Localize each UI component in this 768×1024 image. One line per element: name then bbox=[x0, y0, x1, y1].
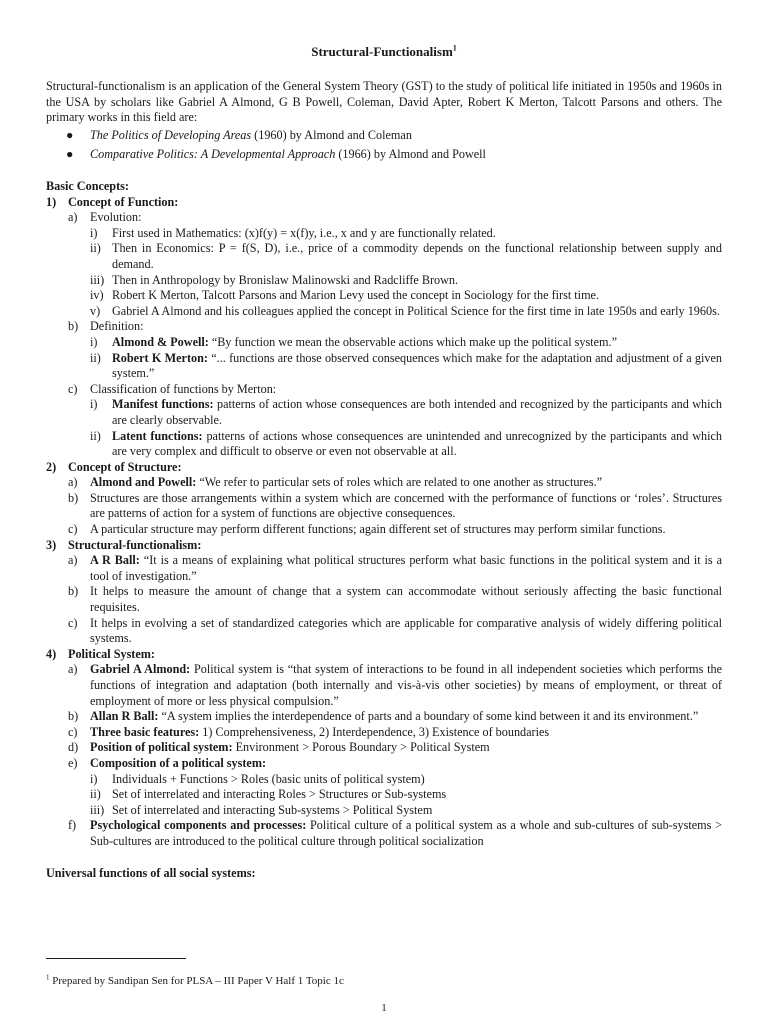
heading-text: Concept of Structure: bbox=[68, 459, 182, 474]
work-title: Comparative Politics: A Developmental Approach bbox=[90, 147, 336, 161]
page-title bbox=[0, 44, 768, 60]
list-marker: b) bbox=[68, 319, 79, 334]
item-text: It helps in evolving a set of standardized categories which are applicable for comparative analysis of widely differing political systems. bbox=[90, 615, 722, 646]
list-item bbox=[64, 128, 486, 147]
work-detail: (1960) by Almond and Coleman bbox=[251, 128, 412, 142]
list-marker: i) bbox=[90, 771, 98, 786]
list-marker: a) bbox=[68, 475, 78, 490]
list-marker: c) bbox=[68, 522, 78, 537]
item-label: Gabriel A Almond: bbox=[90, 662, 191, 677]
section-heading: Basic Concepts: bbox=[46, 179, 129, 193]
item-label: Almond & Powell: bbox=[112, 334, 209, 349]
title-text: Structural-Functionalism bbox=[311, 44, 453, 59]
spacer bbox=[46, 850, 722, 866]
list-marker: 4) bbox=[46, 646, 57, 661]
list-item bbox=[46, 709, 722, 725]
heading-text: Concept of Function: bbox=[68, 194, 179, 209]
item-text: 1) Comprehensiveness, 2) Interdependence, 3) Existence of boundaries bbox=[199, 724, 550, 739]
list-marker: a) bbox=[68, 553, 78, 568]
list-item bbox=[46, 351, 722, 382]
list-item bbox=[46, 725, 722, 741]
list-item bbox=[46, 662, 722, 709]
item-text: “By function we mean the observable actions which make up the political system.” bbox=[208, 334, 617, 349]
item-text: Structures are those arrangements within a system which are concerned with the performance of functions or ‘roles’. Structures are patterns of action for a system of functions are objective consequences. bbox=[90, 490, 722, 521]
section-3-heading bbox=[46, 538, 722, 554]
list-marker: ii) bbox=[90, 350, 101, 365]
list-marker: e) bbox=[68, 755, 78, 770]
list-item bbox=[46, 491, 722, 522]
list-item bbox=[46, 772, 722, 788]
list-item bbox=[46, 553, 722, 584]
item-text: Individuals + Functions > Roles (basic units of political system) bbox=[112, 771, 425, 786]
item-text: “A system implies the interdependence of parts and a boundary of some kind between it and its environment.” bbox=[158, 709, 699, 724]
subsection-heading bbox=[46, 382, 722, 398]
list-marker: ii) bbox=[90, 428, 101, 443]
list-marker: v) bbox=[90, 303, 101, 318]
list-item bbox=[46, 304, 722, 320]
item-label: Allan R Ball: bbox=[90, 709, 159, 724]
page-number: 1 bbox=[381, 1002, 387, 1014]
item-label: Latent functions: bbox=[112, 428, 203, 443]
list-item bbox=[46, 226, 722, 242]
item-text: “It is a means of explaining what political structures perform what basic functions in the political system and it is a tool of investigation.” bbox=[90, 553, 723, 583]
list-marker: f) bbox=[68, 818, 77, 833]
list-marker: 3) bbox=[46, 537, 57, 552]
main-content bbox=[46, 179, 722, 881]
list-item bbox=[46, 803, 722, 819]
list-marker: i) bbox=[90, 397, 98, 412]
list-marker: b) bbox=[68, 709, 79, 724]
item-text: “... functions are those observed consequences which make for the adaptation and adjustment of a given system.” bbox=[112, 350, 723, 381]
item-text: Gabriel A Almond and his colleagues applied the concept in Political Science for the first time in late 1950s and early 1960s. bbox=[112, 303, 720, 318]
section-1-heading bbox=[46, 195, 722, 211]
item-label: Almond and Powell: bbox=[90, 475, 197, 490]
list-item bbox=[46, 273, 722, 289]
section-4-heading bbox=[46, 647, 722, 663]
footnote-text: Prepared by Sandipan Sen for PLSA – III Paper V Half 1 Topic 1c bbox=[49, 975, 344, 987]
item-text: First used in Mathematics: (x)f(y) = x(f)y, i.e., x and y are functionally related. bbox=[112, 225, 496, 240]
list-marker: 2) bbox=[46, 459, 57, 474]
subsection-heading bbox=[46, 210, 722, 226]
list-item bbox=[46, 616, 722, 647]
item-text: “We refer to particular sets of roles which are related to one another as structures.” bbox=[196, 475, 603, 490]
list-marker: i) bbox=[90, 334, 98, 349]
section-heading: Universal functions of all social systems: bbox=[46, 865, 256, 880]
list-marker: 1) bbox=[46, 194, 57, 209]
item-label: Position of political system: bbox=[90, 740, 233, 755]
item-label: A R Ball: bbox=[90, 553, 140, 568]
list-marker: i) bbox=[90, 225, 98, 240]
item-text: patterns of actions whose consequences are unintended and unrecognized by the participants and which are very complex and difficult to observe or even not observable at all. bbox=[112, 428, 722, 459]
works-list bbox=[64, 128, 486, 166]
heading-text: Political System: bbox=[68, 646, 155, 661]
section-2-heading bbox=[46, 460, 722, 476]
list-item bbox=[46, 335, 722, 351]
item-text: patterns of action whose consequences are both intended and recognized by the participants and which are clearly observable. bbox=[112, 397, 722, 427]
list-marker: c) bbox=[68, 724, 78, 739]
item-label: Manifest functions: bbox=[112, 397, 214, 412]
list-item bbox=[46, 429, 722, 460]
item-text: Then in Anthropology by Bronislaw Malinowski and Radcliffe Brown. bbox=[112, 272, 459, 287]
item-text: Political culture of a political system as a whole and sub-cultures of sub-systems > Sub-cultures are introduced to the political culture through political socialization bbox=[90, 818, 722, 848]
footnote-number: 1 bbox=[46, 973, 50, 982]
list-item bbox=[46, 241, 722, 272]
list-item bbox=[46, 818, 722, 849]
list-item bbox=[46, 522, 722, 538]
list-marker: a) bbox=[68, 210, 78, 225]
intro-text: Structural-functionalism is an application of the General System Theory (GST) to the study of political life initiated in 1950s and 1960s in the USA by scholars like Gabriel A Almond, G B Powell, Coleman, David Apter, Robert K Merton, Talcott Parsons and others. The primary works in this field are: bbox=[46, 79, 722, 125]
footnote-divider bbox=[46, 958, 186, 959]
bullet-icon: ● bbox=[66, 147, 74, 161]
list-item bbox=[46, 475, 722, 491]
item-text: It helps to measure the amount of change that a system can accommodate without seriously affecting the basic functional requisites. bbox=[90, 584, 722, 615]
item-text: Set of interrelated and interacting Sub-systems > Political System bbox=[112, 802, 433, 817]
list-item bbox=[46, 288, 722, 304]
list-marker: d) bbox=[68, 740, 79, 755]
list-item bbox=[46, 584, 722, 615]
item-text: A particular structure may perform different functions; again different set of structures may perform similar functions. bbox=[90, 522, 666, 537]
footnote-ref: 1 bbox=[452, 43, 457, 53]
intro-paragraph bbox=[46, 79, 722, 126]
list-marker: c) bbox=[68, 615, 78, 630]
item-text: Robert K Merton, Talcott Parsons and Marion Levy used the concept in Sociology for the first time. bbox=[112, 288, 599, 303]
list-marker: c) bbox=[68, 381, 78, 396]
list-item bbox=[46, 397, 722, 428]
item-text: Then in Economics: P = f(S, D), i.e., price of a commodity depends on the functional relationship between supply and demand. bbox=[112, 241, 722, 271]
list-item bbox=[46, 756, 722, 772]
list-item bbox=[46, 740, 722, 756]
list-marker: iii) bbox=[90, 802, 105, 817]
item-text: Set of interrelated and interacting Roles > Structures or Sub-systems bbox=[112, 787, 447, 802]
item-text: Political system is “that system of interactions to be found in all independent societies which performs the functions of integration and adaptation (both internally and vis-à-vis other societies) by means of employment, or threat of employment of more or less physical compulsion.” bbox=[90, 662, 722, 708]
heading-text: Classification of functions by Merton: bbox=[90, 381, 277, 396]
list-item bbox=[64, 147, 486, 166]
heading-text: Structural-functionalism: bbox=[68, 537, 202, 552]
bullet-icon: ● bbox=[66, 128, 74, 142]
subsection-heading bbox=[46, 319, 722, 335]
item-text: Environment > Porous Boundary > Political System bbox=[232, 740, 490, 755]
list-marker: ii) bbox=[90, 787, 101, 802]
list-marker: a) bbox=[68, 662, 78, 677]
list-marker: b) bbox=[68, 584, 79, 599]
heading-text: Definition: bbox=[90, 319, 144, 334]
work-detail: (1966) by Almond and Powell bbox=[335, 147, 486, 161]
list-marker: iii) bbox=[90, 272, 105, 287]
list-marker: iv) bbox=[90, 288, 104, 303]
item-label: Three basic features: bbox=[90, 724, 200, 739]
item-label: Psychological components and processes: bbox=[90, 818, 307, 833]
footnote bbox=[46, 974, 344, 990]
list-marker: b) bbox=[68, 490, 79, 505]
heading-text: Evolution: bbox=[90, 210, 142, 225]
list-item bbox=[46, 787, 722, 803]
item-label: Robert K Merton: bbox=[112, 350, 208, 365]
work-title: The Politics of Developing Areas bbox=[90, 128, 252, 142]
list-marker: ii) bbox=[90, 241, 101, 256]
item-label: Composition of a political system: bbox=[90, 755, 267, 770]
